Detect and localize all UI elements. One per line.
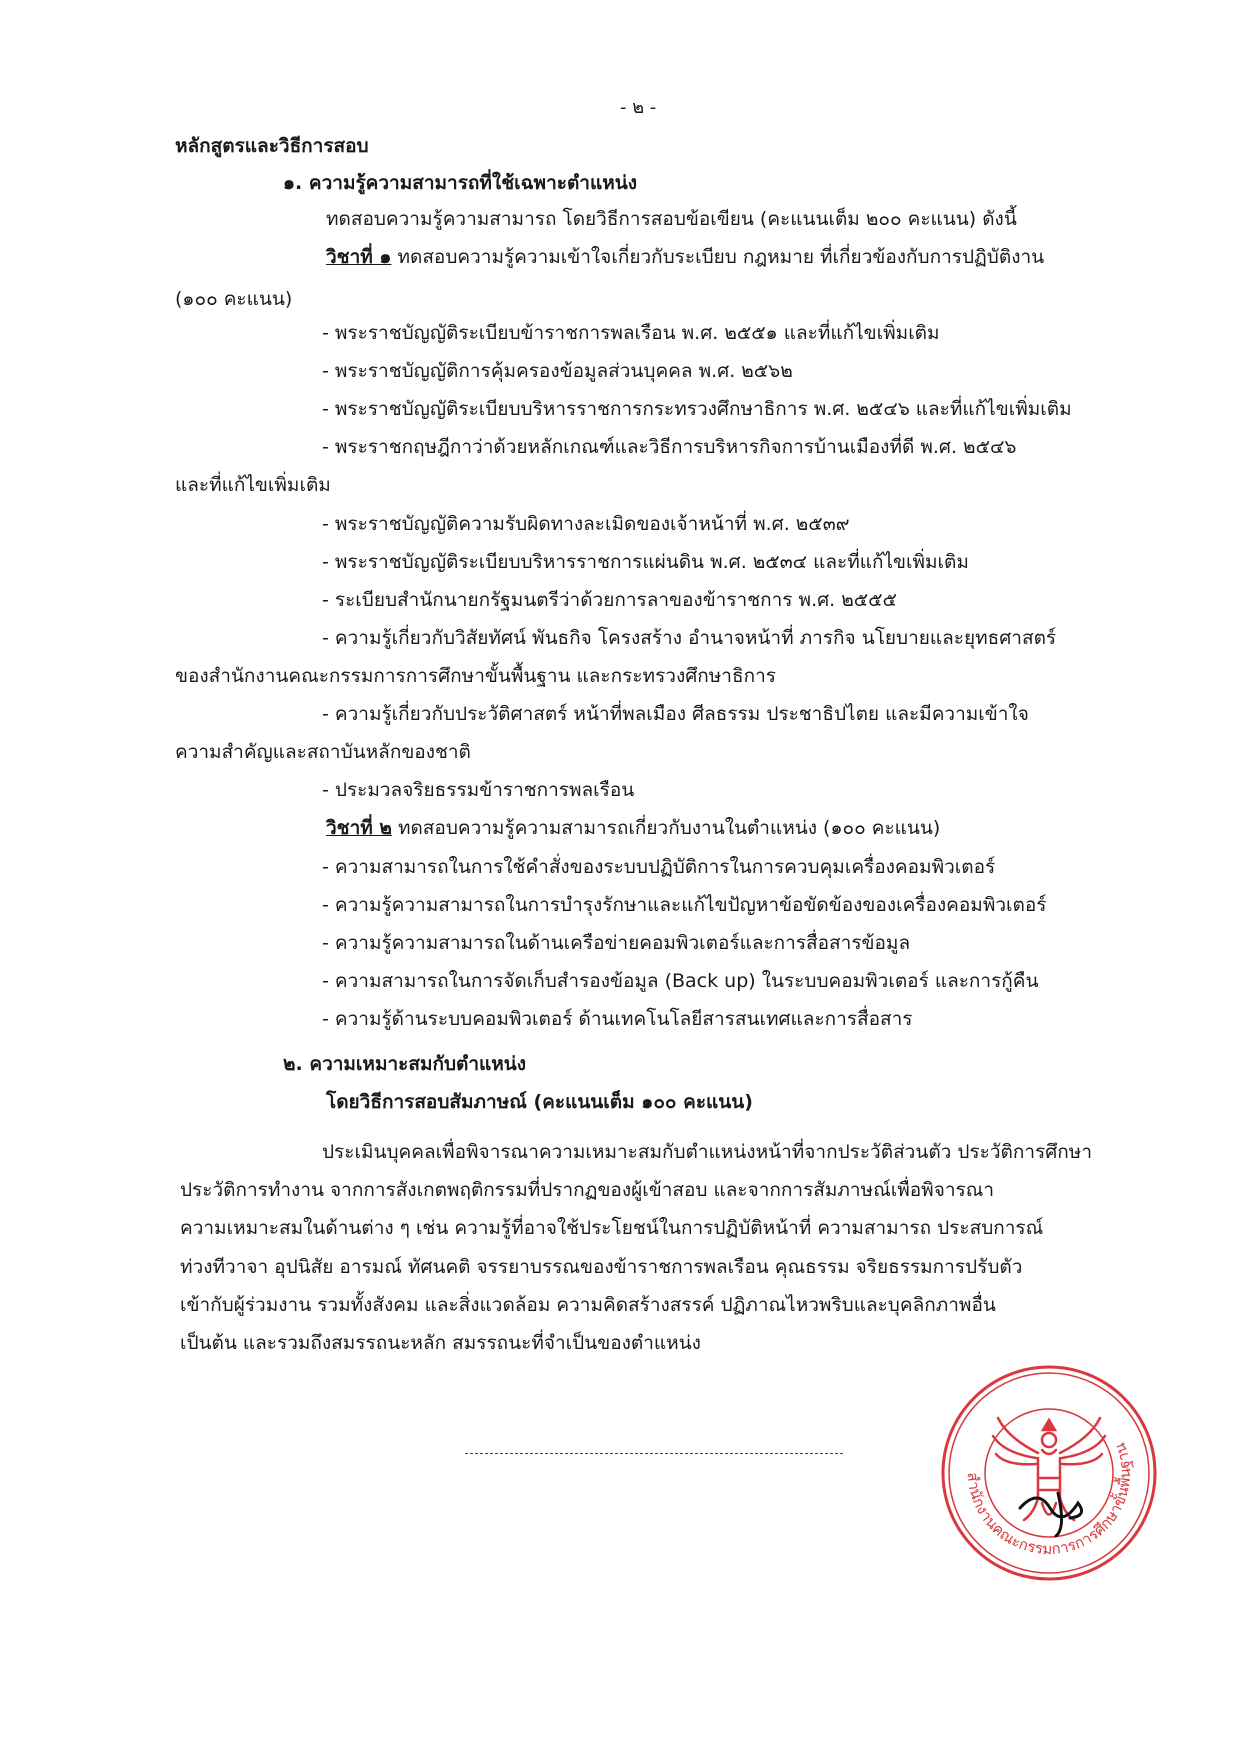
subject1-text: ทดสอบความรู้ความเข้าใจเกี่ยวกับระเบียบ กฎหมาย ที่เกี่ยวข้องกับการปฏิบัติงาน xyxy=(391,246,1045,268)
section2-subtitle: โดยวิธีการสอบสัมภาษณ์ (คะแนนเต็ม ๑๐๐ คะแนน) xyxy=(326,1091,753,1113)
subject1-label: วิชาที่ ๑ xyxy=(326,246,392,268)
list-item: - ความสามารถในการใช้คำสั่งของระบบปฏิบัติการในการควบคุมเครื่องคอมพิวเตอร์ xyxy=(322,856,996,878)
section1-title: ๑. ความรู้ความสามารถที่ใช้เฉพาะตำแหน่ง xyxy=(283,172,637,194)
paragraph-line: ประวัติการทำงาน จากการสังเกตพฤติกรรมที่ปรากฏของผู้เข้าสอบ และจากการสัมภาษณ์เพื่อพิจารณา xyxy=(180,1179,995,1201)
section2-title: ๒. ความเหมาะสมกับตำแหน่ง xyxy=(283,1053,527,1075)
list-item: - พระราชบัญญัติความรับผิดทางละเมิดของเจ้าหน้าที่ พ.ศ. ๒๕๓๙ xyxy=(322,513,850,535)
list-item: - ความรู้เกี่ยวกับประวัติศาสตร์ หน้าที่พลเมือง ศีลธรรม ประชาธิปไตย และมีความเข้าใจ xyxy=(322,703,1029,725)
list-item-continuation: ของสำนักงานคณะกรรมการการศึกษาขั้นพื้นฐาน และกระทรวงศึกษาธิการ xyxy=(175,665,776,687)
official-seal xyxy=(938,1358,1160,1588)
paragraph-line: ประเมินบุคคลเพื่อพิจารณาความเหมาะสมกับตำแหน่งหน้าที่จากประวัติส่วนตัว ประวัติการศึกษา xyxy=(322,1141,1092,1163)
garuda-seal-icon xyxy=(938,1358,1160,1588)
subject1-score: (๑๐๐ คะแนน) xyxy=(175,288,293,310)
paragraph-line: เป็นต้น และรวมถึงสมรรถนะหลัก สมรรถนะที่จำเป็นของตำแหน่ง xyxy=(180,1332,701,1354)
list-item: - ความรู้ความสามารถในการบำรุงรักษาและแก้ไขปัญหาข้อขัดข้องของเครื่องคอมพิวเตอร์ xyxy=(322,894,1047,916)
list-item: - ความรู้ความสามารถในด้านเครือข่ายคอมพิวเตอร์และการสื่อสารข้อมูล xyxy=(322,932,911,954)
list-item: - พระราชบัญญัติการคุ้มครองข้อมูลส่วนบุคคล พ.ศ. ๒๕๖๒ xyxy=(322,360,793,382)
subject2-line xyxy=(326,815,940,841)
subject2-text: ทดสอบความรู้ความสามารถเกี่ยวกับงานในตำแหน่ง (๑๐๐ คะแนน) xyxy=(391,817,941,839)
subject1-line xyxy=(326,244,1044,270)
list-item: - ระเบียบสำนักนายกรัฐมนตรีว่าด้วยการลาของข้าราชการ พ.ศ. ๒๕๕๕ xyxy=(322,589,897,611)
list-item-continuation: และที่แก้ไขเพิ่มเติม xyxy=(175,474,331,496)
end-dashed-line xyxy=(465,1453,843,1454)
list-item: - ความรู้ด้านระบบคอมพิวเตอร์ ด้านเทคโนโลยีสารสนเทศและการสื่อสาร xyxy=(322,1008,913,1030)
document-heading: หลักสูตรและวิธีการสอบ xyxy=(175,135,369,157)
subject2-label: วิชาที่ ๒ xyxy=(326,817,392,839)
paragraph-line: ท่วงทีวาจา อุปนิสัย อารมณ์ ทัศนคติ จรรยาบรรณของข้าราชการพลเรือน คุณธรรม จริยธรรมการปรับตัว xyxy=(180,1256,1023,1278)
list-item: - พระราชบัญญัติระเบียบบริหารราชการแผ่นดิน พ.ศ. ๒๕๓๔ และที่แก้ไขเพิ่มเติม xyxy=(322,551,969,573)
list-item: - ความสามารถในการจัดเก็บสำรองข้อมูล (Back up) ในระบบคอมพิวเตอร์ และการกู้คืน xyxy=(322,970,1039,992)
svg-text:สำนักงานคณะกรรมการการศึกษาขั้น xyxy=(964,1441,1134,1558)
list-item: - ความรู้เกี่ยวกับวิสัยทัศน์ พันธกิจ โครงสร้าง อำนาจหน้าที่ ภารกิจ นโยบายและยุทธศาสตร์ xyxy=(322,627,1057,649)
list-item: - ประมวลจริยธรรมข้าราชการพลเรือน xyxy=(322,779,635,801)
list-item: - พระราชบัญญัติระเบียบบริหารราชการกระทรวงศึกษาธิการ พ.ศ. ๒๕๔๖ และที่แก้ไขเพิ่มเติม xyxy=(322,398,1072,420)
paragraph-line: ความเหมาะสมในด้านต่าง ๆ เช่น ความรู้ที่อาจใช้ประโยชน์ในการปฏิบัติหน้าที่ ความสามารถ ประสบการณ์ xyxy=(180,1217,1044,1239)
list-item: - พระราชกฤษฎีกาว่าด้วยหลักเกณฑ์และวิธีการบริหารกิจการบ้านเมืองที่ดี พ.ศ. ๒๕๔๖ xyxy=(322,436,1017,458)
seal-text: สำนักงานคณะกรรมการการศึกษาขั้นพื้นฐาน xyxy=(963,1440,1135,1559)
list-item-continuation: ความสำคัญและสถาบันหลักของชาติ xyxy=(175,741,471,763)
paragraph-line: เข้ากับผู้ร่วมงาน รวมทั้งสังคม และสิ่งแวดล้อม ความคิดสร้างสรรค์ ปฏิภาณไหวพริบและบุคลิกภาพอื่น xyxy=(180,1294,996,1316)
list-item: - พระราชบัญญัติระเบียบข้าราชการพลเรือน พ.ศ. ๒๕๕๑ และที่แก้ไขเพิ่มเติม xyxy=(322,322,940,344)
page-number: - ๒ - xyxy=(620,97,657,118)
section1-intro: ทดสอบความรู้ความสามารถ โดยวิธีการสอบข้อเขียน (คะแนนเต็ม ๒๐๐ คะแนน) ดังนี้ xyxy=(326,208,1017,230)
